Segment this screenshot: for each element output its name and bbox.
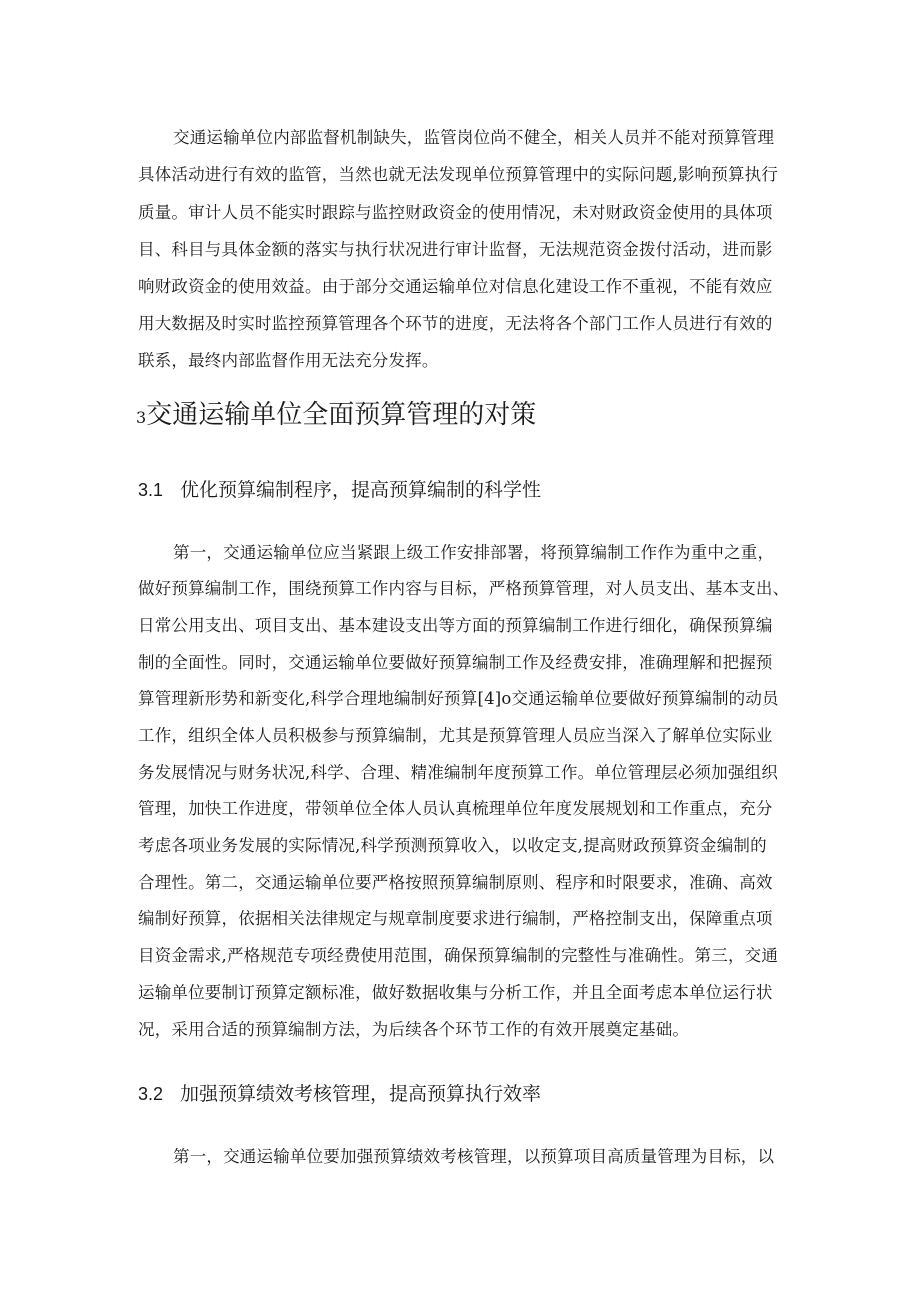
section-title: 交通运输单位全面预算管理的对策 xyxy=(146,400,537,430)
subsection-heading xyxy=(138,1081,541,1107)
paragraph-line: 目、科目与具体金额的落实与执行状况进行审计监督，无法规范资金拨付活动，进而影 xyxy=(138,240,773,259)
paragraph-line: 响财政资金的使用效益。由于部分交通运输单位对信息化建设工作不重视，不能有效应 xyxy=(138,277,773,296)
paragraph-line: 管理，加快工作进度，带领单位全体人员认真梳理单位年度发展规划和工作重点，充分 xyxy=(138,799,773,818)
subsection-number: 3.1 xyxy=(138,480,164,500)
subsection-title: 加强预算绩效考核管理，提高预算执行效率 xyxy=(180,1083,542,1105)
paragraph-line: 编制好预算，依据相关法律规定与规章制度要求进行编制，严格控制支出，保障重点项 xyxy=(138,909,773,928)
paragraph-line: 况，采用合适的预算编制方法，为后续各个环节工作的有效开展奠定基础。 xyxy=(138,1020,690,1039)
section-number: 3 xyxy=(136,408,147,427)
paragraph-line: 做好预算编制工作，围绕预算工作内容与目标，严格预算管理，对人员支出、基本支出、 xyxy=(138,579,790,598)
paragraph-line: 算管理新形势和新变化,科学合理地编制好预算[4]o交通运输单位要做好预算编制的动员 xyxy=(138,689,779,708)
paragraph-line: 运输单位要制订预算定额标准，做好数据收集与分析工作，并且全面考虑本单位运行状 xyxy=(138,983,773,1002)
paragraph-line: 质量。审计人员不能实时跟踪与监控财政资金的使用情况，未对财政资金使用的具体项 xyxy=(138,203,773,222)
paragraph-line: 第一，交通运输单位应当紧跟上级工作安排部署，将预算编制工作作为重中之重， xyxy=(173,543,775,562)
paragraph-line: 考虑各项业务发展的实际情况,科学预测预算收入，以收定支,提高财政预算资金编制的 xyxy=(138,836,767,855)
paragraph-line: 合理性。第二，交通运输单位要严格按照预算编制原则、程序和时限要求，准确、高效 xyxy=(138,873,773,892)
paragraph-line: 交通运输单位内部监督机制缺失，监管岗位尚不健全，相关人员并不能对预算管理 xyxy=(173,128,775,147)
paragraph-line: 第一，交通运输单位要加强预算绩效考核管理，以预算项目高质量管理为目标，以 xyxy=(173,1147,775,1166)
paragraph-line: 联系，最终内部监督作用无法充分发挥。 xyxy=(138,351,439,370)
paragraph-line: 具体活动进行有效的监管，当然也就无法发现单位预算管理中的实际问题,影响预算执行 xyxy=(138,165,779,184)
paragraph-line: 务发展情况与财务状况,科学、合理、精准编制年度预算工作。单位管理层必须加强组织 xyxy=(138,763,779,782)
paragraph-line: 日常公用支出、项目支出、基本建设支出等方面的预算编制工作进行细化，确保预算编 xyxy=(138,616,773,635)
subsection-heading xyxy=(138,477,541,503)
section-heading xyxy=(136,398,536,435)
paragraph-line: 用大数据及时实时监控预算管理各个环节的进度，无法将各个部门工作人员进行有效的 xyxy=(138,314,773,333)
paragraph-line: 制的全面性。同时，交通运输单位要做好预算编制工作及经费安排，准确理解和把握预 xyxy=(138,653,773,672)
subsection-number: 3.2 xyxy=(138,1084,164,1104)
paragraph-line: 工作，组织全体人员积极参与预算编制，尤其是预算管理人员应当深入了解单位实际业 xyxy=(138,726,773,745)
subsection-title: 优化预算编制程序，提高预算编制的科学性 xyxy=(180,479,542,501)
paragraph-line: 目资金需求,严格规范专项经费使用范围，确保预算编制的完整性与准确性。第三，交通 xyxy=(138,946,779,965)
